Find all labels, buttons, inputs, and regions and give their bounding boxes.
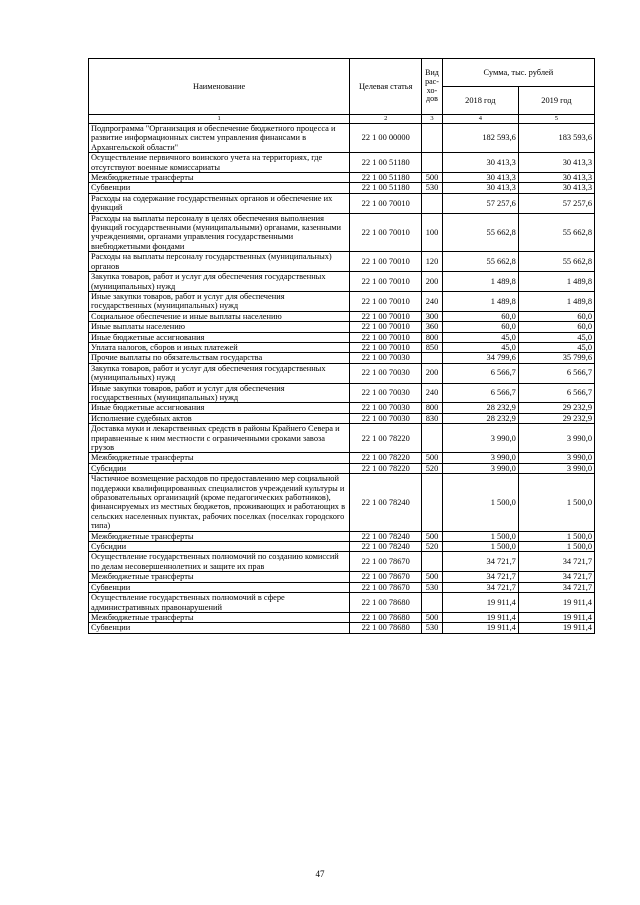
row-name: Расходы на выплаты персоналу в целях обеспечения выполнения функций государственными (муниципальными) органами, казенными учреждениями, органами управления государственными внебюджетными фондами bbox=[89, 213, 350, 252]
row-name: Осуществление государственных полномочий в сфере административных правонарушений bbox=[89, 593, 350, 613]
table-header bbox=[89, 59, 595, 124]
row-amount-2019: 30 413,3 bbox=[518, 153, 594, 173]
row-name: Субсидии bbox=[89, 542, 350, 552]
row-expense-type: 850 bbox=[422, 342, 443, 352]
row-expense-type bbox=[422, 353, 443, 363]
table-row bbox=[89, 311, 595, 321]
table-row bbox=[89, 383, 595, 403]
row-name: Иные закупки товаров, работ и услуг для обеспечения государственных (муниципальных) нужд bbox=[89, 383, 350, 403]
table-row bbox=[89, 332, 595, 342]
row-amount-2018: 55 662,8 bbox=[442, 213, 518, 252]
table-row bbox=[89, 612, 595, 622]
table-row bbox=[89, 363, 595, 383]
row-amount-2019: 29 232,9 bbox=[518, 413, 594, 423]
row-amount-2018: 28 232,9 bbox=[442, 403, 518, 413]
row-target-article: 22 1 00 00000 bbox=[350, 124, 422, 153]
row-target-article: 22 1 00 51180 bbox=[350, 153, 422, 173]
table-row bbox=[89, 213, 595, 252]
page-number: 47 bbox=[315, 869, 325, 879]
row-amount-2018: 1 489,8 bbox=[442, 272, 518, 292]
column-number: 3 bbox=[422, 115, 443, 124]
row-amount-2019: 60,0 bbox=[518, 322, 594, 332]
row-name: Субвенции bbox=[89, 582, 350, 592]
budget-table bbox=[88, 58, 595, 634]
row-expense-type bbox=[422, 153, 443, 173]
row-name: Социальное обеспечение и иные выплаты населению bbox=[89, 311, 350, 321]
column-number: 2 bbox=[350, 115, 422, 124]
row-expense-type: 530 bbox=[422, 582, 443, 592]
row-amount-2018: 45,0 bbox=[442, 332, 518, 342]
row-amount-2018: 60,0 bbox=[442, 322, 518, 332]
row-amount-2018: 19 911,4 bbox=[442, 612, 518, 622]
column-number: 1 bbox=[89, 115, 350, 124]
row-amount-2019: 34 721,7 bbox=[518, 582, 594, 592]
row-amount-2019: 34 721,7 bbox=[518, 572, 594, 582]
row-amount-2019: 55 662,8 bbox=[518, 213, 594, 252]
row-amount-2018: 30 413,3 bbox=[442, 183, 518, 193]
row-expense-type bbox=[422, 193, 443, 213]
row-name: Прочие выплаты по обязательствам государства bbox=[89, 353, 350, 363]
header-year-2018: 2018 год bbox=[442, 87, 518, 115]
row-amount-2018: 3 990,0 bbox=[442, 453, 518, 463]
row-amount-2018: 6 566,7 bbox=[442, 383, 518, 403]
table-row bbox=[89, 252, 595, 272]
row-amount-2019: 29 232,9 bbox=[518, 403, 594, 413]
row-amount-2018: 34 721,7 bbox=[442, 572, 518, 582]
table-body bbox=[89, 124, 595, 634]
row-target-article: 22 1 00 78680 bbox=[350, 623, 422, 633]
row-target-article: 22 1 00 70010 bbox=[350, 332, 422, 342]
row-expense-type bbox=[422, 552, 443, 572]
row-expense-type: 520 bbox=[422, 542, 443, 552]
row-name: Расходы на содержание государственных органов и обеспечение их функций bbox=[89, 193, 350, 213]
row-amount-2018: 34 721,7 bbox=[442, 552, 518, 572]
table-row bbox=[89, 582, 595, 592]
row-amount-2019: 1 500,0 bbox=[518, 542, 594, 552]
row-amount-2018: 19 911,4 bbox=[442, 623, 518, 633]
row-name: Межбюджетные трансферты bbox=[89, 612, 350, 622]
table-row bbox=[89, 552, 595, 572]
row-amount-2019: 35 799,6 bbox=[518, 353, 594, 363]
table-row bbox=[89, 572, 595, 582]
table-row bbox=[89, 272, 595, 292]
row-expense-type: 800 bbox=[422, 332, 443, 342]
row-amount-2018: 28 232,9 bbox=[442, 413, 518, 423]
row-expense-type bbox=[422, 474, 443, 531]
row-name: Межбюджетные трансферты bbox=[89, 531, 350, 541]
row-expense-type bbox=[422, 124, 443, 153]
row-expense-type: 520 bbox=[422, 463, 443, 473]
row-target-article: 22 1 00 78670 bbox=[350, 582, 422, 592]
row-name: Осуществление государственных полномочий по созданию комиссий по делам несовершеннолетних и защите их прав bbox=[89, 552, 350, 572]
row-expense-type: 200 bbox=[422, 363, 443, 383]
row-target-article: 22 1 00 78670 bbox=[350, 552, 422, 572]
header-year-2019: 2019 год bbox=[518, 87, 594, 115]
row-expense-type: 240 bbox=[422, 291, 443, 311]
row-target-article: 22 1 00 78220 bbox=[350, 463, 422, 473]
row-target-article: 22 1 00 78240 bbox=[350, 542, 422, 552]
table-row bbox=[89, 623, 595, 633]
column-number-row bbox=[89, 115, 595, 124]
row-amount-2019: 19 911,4 bbox=[518, 623, 594, 633]
row-expense-type: 830 bbox=[422, 413, 443, 423]
row-amount-2018: 1 500,0 bbox=[442, 542, 518, 552]
row-target-article: 22 1 00 70030 bbox=[350, 353, 422, 363]
row-amount-2019: 1 500,0 bbox=[518, 531, 594, 541]
row-amount-2019: 30 413,3 bbox=[518, 183, 594, 193]
row-amount-2018: 3 990,0 bbox=[442, 463, 518, 473]
row-amount-2018: 6 566,7 bbox=[442, 363, 518, 383]
row-target-article: 22 1 00 70010 bbox=[350, 342, 422, 352]
row-name: Межбюджетные трансферты bbox=[89, 173, 350, 183]
row-target-article: 22 1 00 70010 bbox=[350, 322, 422, 332]
header-sum: Сумма, тыс. рублей bbox=[442, 59, 594, 87]
row-expense-type bbox=[422, 593, 443, 613]
row-target-article: 22 1 00 70010 bbox=[350, 291, 422, 311]
row-expense-type: 360 bbox=[422, 322, 443, 332]
row-target-article: 22 1 00 70010 bbox=[350, 193, 422, 213]
row-target-article: 22 1 00 51180 bbox=[350, 183, 422, 193]
row-expense-type: 500 bbox=[422, 531, 443, 541]
row-name: Иные бюджетные ассигнования bbox=[89, 403, 350, 413]
row-amount-2019: 6 566,7 bbox=[518, 363, 594, 383]
row-name: Уплата налогов, сборов и иных платежей bbox=[89, 342, 350, 352]
table-row bbox=[89, 173, 595, 183]
row-target-article: 22 1 00 70010 bbox=[350, 252, 422, 272]
row-amount-2018: 30 413,3 bbox=[442, 173, 518, 183]
row-expense-type: 240 bbox=[422, 383, 443, 403]
table-row bbox=[89, 322, 595, 332]
row-name: Субсидии bbox=[89, 463, 350, 473]
table-row bbox=[89, 413, 595, 423]
row-amount-2018: 3 990,0 bbox=[442, 424, 518, 453]
table-row bbox=[89, 291, 595, 311]
row-amount-2019: 3 990,0 bbox=[518, 453, 594, 463]
row-target-article: 22 1 00 70010 bbox=[350, 311, 422, 321]
row-amount-2019: 6 566,7 bbox=[518, 383, 594, 403]
row-target-article: 22 1 00 78220 bbox=[350, 424, 422, 453]
table-row bbox=[89, 531, 595, 541]
row-amount-2019: 3 990,0 bbox=[518, 463, 594, 473]
row-expense-type: 800 bbox=[422, 403, 443, 413]
row-amount-2018: 57 257,6 bbox=[442, 193, 518, 213]
row-amount-2019: 45,0 bbox=[518, 342, 594, 352]
row-target-article: 22 1 00 78680 bbox=[350, 593, 422, 613]
row-amount-2019: 183 593,6 bbox=[518, 124, 594, 153]
row-amount-2019: 55 662,8 bbox=[518, 252, 594, 272]
table-row bbox=[89, 353, 595, 363]
row-target-article: 22 1 00 51180 bbox=[350, 173, 422, 183]
row-expense-type: 500 bbox=[422, 453, 443, 463]
row-name: Расходы на выплаты персоналу государственных (муниципальных) органов bbox=[89, 252, 350, 272]
row-name: Закупка товаров, работ и услуг для обеспечения государственных (муниципальных) нужд bbox=[89, 363, 350, 383]
header-expense-type: Вид рас- хо- дов bbox=[422, 59, 443, 115]
row-expense-type bbox=[422, 424, 443, 453]
row-expense-type: 530 bbox=[422, 183, 443, 193]
row-target-article: 22 1 00 78240 bbox=[350, 474, 422, 531]
row-name: Осуществление первичного воинского учета на территориях, где отсутствуют военные комиссариаты bbox=[89, 153, 350, 173]
header-name: Наименование bbox=[89, 59, 350, 115]
row-amount-2018: 1 489,8 bbox=[442, 291, 518, 311]
table-row bbox=[89, 124, 595, 153]
row-target-article: 22 1 00 70030 bbox=[350, 413, 422, 423]
table-row bbox=[89, 403, 595, 413]
column-number: 5 bbox=[518, 115, 594, 124]
row-amount-2018: 19 911,4 bbox=[442, 593, 518, 613]
row-name: Межбюджетные трансферты bbox=[89, 572, 350, 582]
table-row bbox=[89, 183, 595, 193]
row-amount-2018: 182 593,6 bbox=[442, 124, 518, 153]
row-target-article: 22 1 00 70010 bbox=[350, 213, 422, 252]
row-target-article: 22 1 00 70030 bbox=[350, 363, 422, 383]
row-target-article: 22 1 00 70030 bbox=[350, 403, 422, 413]
row-name: Подпрограмма "Организация и обеспечение бюджетного процесса и развитие информационных систем управления финансами в Архангельской области" bbox=[89, 124, 350, 153]
row-amount-2018: 34 721,7 bbox=[442, 582, 518, 592]
row-name: Доставка муки и лекарственных средств в районы Крайнего Севера и приравненные к ним местности с ограниченными сроками завоза грузов bbox=[89, 424, 350, 453]
row-amount-2019: 1 500,0 bbox=[518, 474, 594, 531]
table-row bbox=[89, 474, 595, 531]
table-row bbox=[89, 153, 595, 173]
row-target-article: 22 1 00 78220 bbox=[350, 453, 422, 463]
table-row bbox=[89, 463, 595, 473]
row-target-article: 22 1 00 70030 bbox=[350, 383, 422, 403]
row-name: Исполнение судебных актов bbox=[89, 413, 350, 423]
row-target-article: 22 1 00 78240 bbox=[350, 531, 422, 541]
row-amount-2018: 45,0 bbox=[442, 342, 518, 352]
row-amount-2019: 19 911,4 bbox=[518, 612, 594, 622]
row-amount-2019: 19 911,4 bbox=[518, 593, 594, 613]
row-name: Межбюджетные трансферты bbox=[89, 453, 350, 463]
row-name: Частичное возмещение расходов по предоставлению мер социальной поддержки квалифицированных специалистов учреждений культуры и образовательных организаций (кроме педагогических работников), финансируемых из местных бюджетов, проживающих и работающих в сельских населенных пунктах, рабочих поселках (поселках городского типа) bbox=[89, 474, 350, 531]
row-expense-type: 200 bbox=[422, 272, 443, 292]
row-name: Иные бюджетные ассигнования bbox=[89, 332, 350, 342]
row-amount-2018: 1 500,0 bbox=[442, 531, 518, 541]
row-amount-2019: 60,0 bbox=[518, 311, 594, 321]
row-amount-2019: 34 721,7 bbox=[518, 552, 594, 572]
row-target-article: 22 1 00 78680 bbox=[350, 612, 422, 622]
row-amount-2019: 57 257,6 bbox=[518, 193, 594, 213]
table-row bbox=[89, 593, 595, 613]
row-expense-type: 500 bbox=[422, 173, 443, 183]
row-name: Закупка товаров, работ и услуг для обеспечения государственных (муниципальных) нужд bbox=[89, 272, 350, 292]
row-amount-2019: 3 990,0 bbox=[518, 424, 594, 453]
column-number: 4 bbox=[442, 115, 518, 124]
row-amount-2019: 1 489,8 bbox=[518, 291, 594, 311]
row-target-article: 22 1 00 78670 bbox=[350, 572, 422, 582]
row-name: Иные закупки товаров, работ и услуг для обеспечения государственных (муниципальных) нужд bbox=[89, 291, 350, 311]
row-expense-type: 120 bbox=[422, 252, 443, 272]
row-expense-type: 300 bbox=[422, 311, 443, 321]
row-expense-type: 530 bbox=[422, 623, 443, 633]
table-row bbox=[89, 342, 595, 352]
header-target-article: Целевая статья bbox=[350, 59, 422, 115]
row-expense-type: 100 bbox=[422, 213, 443, 252]
table-row bbox=[89, 453, 595, 463]
row-name: Субвенции bbox=[89, 183, 350, 193]
row-amount-2018: 34 799,6 bbox=[442, 353, 518, 363]
row-name: Субвенции bbox=[89, 623, 350, 633]
row-amount-2018: 55 662,8 bbox=[442, 252, 518, 272]
row-amount-2018: 30 413,3 bbox=[442, 153, 518, 173]
row-target-article: 22 1 00 70010 bbox=[350, 272, 422, 292]
row-amount-2018: 60,0 bbox=[442, 311, 518, 321]
row-expense-type: 500 bbox=[422, 612, 443, 622]
table-row bbox=[89, 542, 595, 552]
table-row bbox=[89, 193, 595, 213]
row-amount-2018: 1 500,0 bbox=[442, 474, 518, 531]
row-expense-type: 500 bbox=[422, 572, 443, 582]
row-amount-2019: 30 413,3 bbox=[518, 173, 594, 183]
row-amount-2019: 1 489,8 bbox=[518, 272, 594, 292]
row-amount-2019: 45,0 bbox=[518, 332, 594, 342]
row-name: Иные выплаты населению bbox=[89, 322, 350, 332]
table-row bbox=[89, 424, 595, 453]
